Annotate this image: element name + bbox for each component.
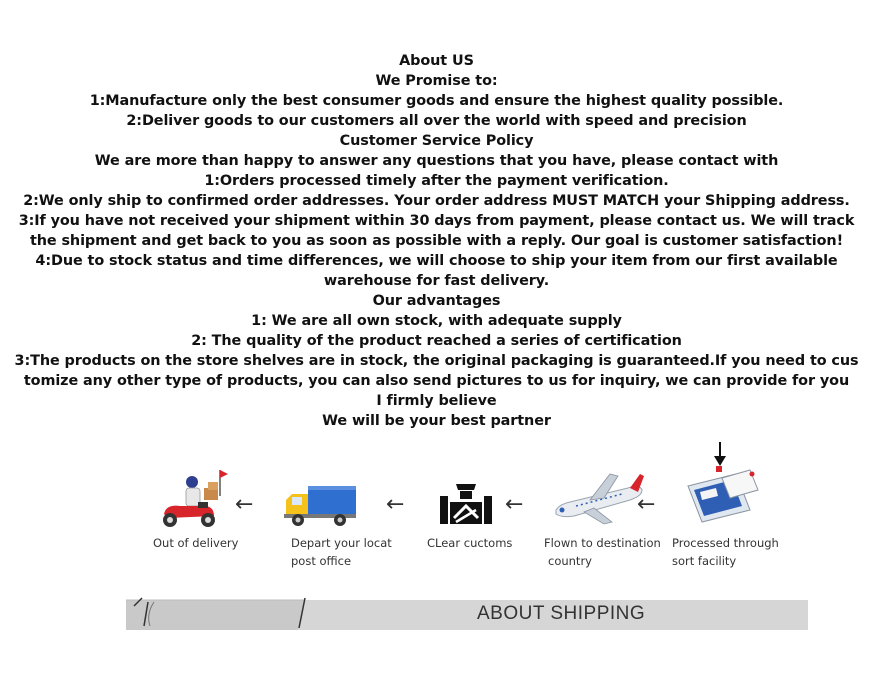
step-label: Depart your locat [291,536,392,550]
advantages-heading: Our advantages [372,293,501,309]
step-label: Processed through [672,536,779,550]
advantage-2: 2: The quality of the product reached a series of certification [191,333,682,349]
about-heading: About US [399,53,474,69]
about-us-text [0,51,873,431]
policy-intro: We are more than happy to answer any questions that you have, please contact with [94,153,779,169]
policy-heading: Customer Service Policy [339,133,534,149]
advantage-3b: tomize any other type of products, you can also send pictures to us for inquiry, we can provide for you [23,373,850,389]
delivery-truck-icon [284,484,358,528]
closing-line-1: I firmly believe [376,393,497,409]
closing-line-2: We will be your best partner [322,413,551,429]
airplane-icon [550,470,646,526]
step-clear-customs [424,470,534,570]
step-label-line2: post office [291,554,352,568]
promise-heading: We Promise to: [375,73,498,89]
advantage-3a: 3:The products on the store shelves are in stock, the original packaging is guaranteed.If you need to cus [14,353,859,369]
step-label-line2: country [548,554,592,568]
left-arrow-icon: ← [386,492,405,517]
policy-line-4b: warehouse for fast delivery. [323,273,550,289]
step-label: CLear cuctoms [427,536,513,550]
left-arrow-icon: ← [505,492,524,517]
about-shipping-banner [126,596,808,630]
promise-line-2: 2:Deliver goods to our customers all over the world with speed and precision [126,113,747,129]
policy-line-3a: 3:If you have not received your shipment within 30 days from payment, please contact us. We will track [18,213,855,229]
policy-line-3b: the shipment and get back to you as soon as possible with a reply. Our goal is customer satisfaction! [29,233,844,249]
policy-line-2: 2:We only ship to confirmed order addresses. Your order address MUST MATCH your Shipping address. [23,193,850,209]
advantage-1: 1: We are all own stock, with adequate supply [251,313,622,329]
policy-line-4a: 4:Due to stock status and time differences, we will choose to ship your item from our first available [35,253,838,269]
promise-line-1: 1:Manufacture only the best consumer goods and ensure the highest quality possible. [89,93,784,109]
left-arrow-icon: ← [637,492,656,517]
step-depart-post-office [284,470,394,570]
step-label: Out of delivery [153,536,239,550]
step-label-line2: sort facility [672,554,737,568]
step-flown-to-destination [540,470,670,570]
about-shipping-title: ABOUT SHIPPING [477,603,646,624]
sort-facility-icon [686,440,766,526]
policy-line-1: 1:Orders processed timely after the payment verification. [204,173,669,189]
step-sort-facility [670,440,790,570]
left-arrow-icon: ← [235,492,254,517]
customs-officer-icon [436,482,494,526]
delivery-scooter-icon [156,466,228,532]
step-label: Flown to destination [544,536,661,550]
